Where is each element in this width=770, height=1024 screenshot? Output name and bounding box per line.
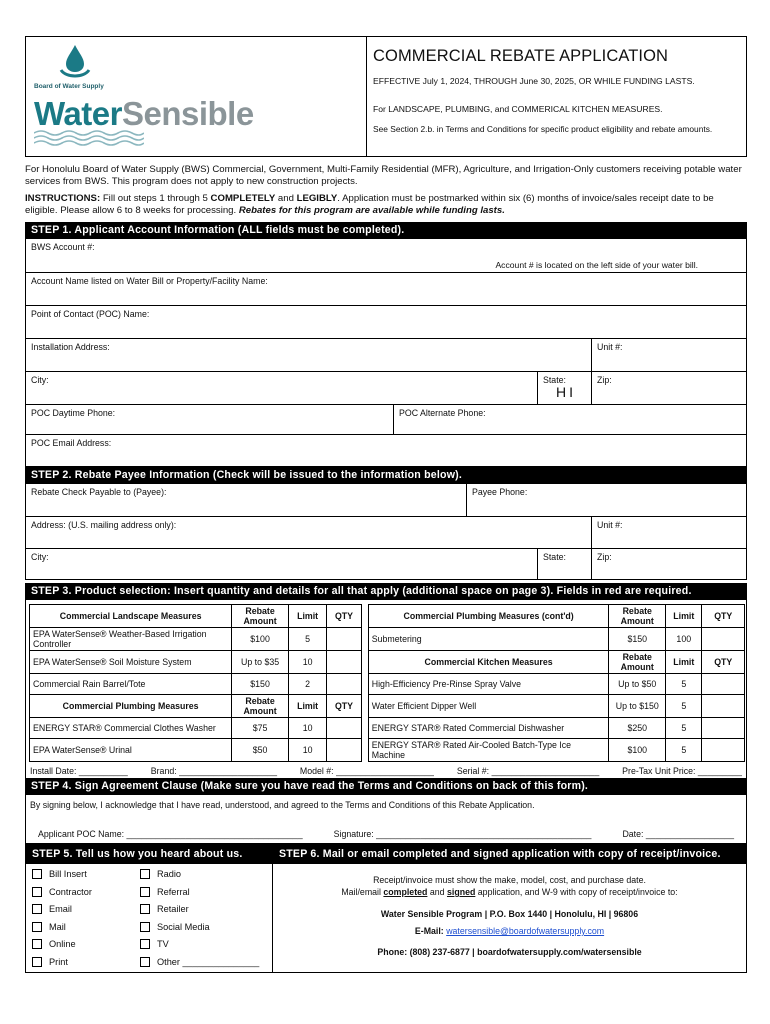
checkbox[interactable] (32, 957, 42, 967)
referral-options (26, 864, 272, 972)
water-drop-logo-icon (58, 44, 92, 82)
account-note: Account # is located on the left side of your water bill. (495, 260, 698, 270)
product-name: High-Efficiency Pre-Rinse Spray Valve (368, 674, 609, 695)
option-bill-insert[interactable]: Bill Insert (32, 869, 140, 879)
city-field[interactable]: City: (31, 375, 49, 385)
step6-section (272, 844, 746, 972)
product-name: EPA WaterSense® Urinal (30, 739, 232, 762)
product-name: Commercial Rain Barrel/Tote (30, 674, 232, 695)
qty-input[interactable] (702, 674, 745, 695)
option-referral[interactable]: Referral (140, 887, 260, 897)
serial-field[interactable]: Serial #: ______________________ (456, 766, 600, 776)
step3-body (25, 600, 747, 778)
checkbox[interactable] (32, 939, 42, 949)
qty-input[interactable] (702, 739, 745, 762)
email-link[interactable]: watersensible@boardofwatersupply.com (446, 926, 605, 936)
eligibility-text: For Honolulu Board of Water Supply (BWS) Commercial, Government, Multi-Family Residential (MFR), Agriculture, and Irrigation-Only customers receiving potable water services from BWS. This program does not apply to new construction projects. (25, 164, 742, 187)
page-title: COMMERCIAL REBATE APPLICATION (373, 47, 669, 65)
option-tv[interactable]: TV (140, 939, 260, 949)
pretax-price-field[interactable]: Pre-Tax Unit Price: _________ (622, 766, 742, 776)
qty-input[interactable] (327, 674, 361, 695)
rebate-form (25, 36, 747, 973)
state-value: HI (556, 384, 576, 400)
payee-city-field[interactable]: City: (31, 552, 49, 562)
option-other[interactable]: Other _______________ (140, 957, 260, 967)
date-field[interactable]: Date: __________________ (622, 829, 734, 839)
plumbing-cont-header: Commercial Plumbing Measures (cont'd) (368, 605, 609, 628)
payee-address-field[interactable]: Address: (U.S. mailing address only): (31, 520, 177, 530)
poc-name-field[interactable]: Point of Contact (POC) Name: (31, 309, 150, 319)
checkbox[interactable] (140, 887, 150, 897)
brand-field[interactable]: Brand: ____________________ (150, 766, 277, 776)
receipt-requirements: Receipt/invoice must show the make, model, cost, and purchase date. (373, 875, 646, 885)
state-field[interactable]: State: HI (537, 372, 591, 404)
step1-fields (25, 239, 747, 467)
phone-website: Phone: (808) 237-6877 | boardofwatersupply.com/watersensible (377, 947, 642, 957)
poc-daytime-phone-field[interactable]: POC Daytime Phone: (31, 408, 116, 418)
checkbox[interactable] (140, 869, 150, 879)
measures-line: For LANDSCAPE, PLUMBING, and COMMERICAL KITCHEN MEASURES. (373, 104, 663, 114)
qty-input[interactable] (327, 628, 361, 651)
checkbox[interactable] (140, 957, 150, 967)
product-table: Commercial Landscape Measures Rebate Amount Limit QTY Commercial Plumbing Measures (cont'd) Rebate Amount Limit QTY EPA WaterSense® Weather-Based Irrigation Controller $100 5 Submetering $150 100 EPA WaterSense® Soil Moisture System Up to $35 10 Commercial Kitchen Measures Rebate Amount Limit QTY Commercial Rain Barrel/Tote $150 2 High-Efficiency Pre-Rinse Spray Valve Up to $50 5 Commercial Plumbing Measures Rebate Amount Limit QTY Water Efficient Dipper Well Up to $150 5 ENERGY STAR® Commercial Clothes Washer $75 10 ENERGY STAR® Rated Commercial Dishwasher $250 5 EPA WaterSense® Urinal $50 10 ENERGY STAR® Rated Air-Cooled Batch-Type Ice Machine $100 5 (29, 604, 745, 762)
product-name: Water Efficient Dipper Well (368, 695, 609, 718)
product-name: Submetering (368, 628, 609, 651)
brand-logo-text: WaterSensible (34, 95, 254, 132)
qty-input[interactable] (702, 718, 745, 739)
step3-header: STEP 3. Product selection: Insert quantity and details for all that apply (additional space on page 3). Fields in red are required. (25, 583, 747, 600)
steps-5-6 (25, 843, 747, 973)
option-email[interactable]: Email (32, 904, 140, 914)
install-date-field[interactable]: Install Date: __________ (30, 766, 128, 776)
product-name: ENERGY STAR® Rated Commercial Dishwasher (368, 718, 609, 739)
checkbox[interactable] (32, 922, 42, 932)
install-unit-field[interactable]: Unit #: (591, 339, 746, 371)
product-name: EPA WaterSense® Weather-Based Irrigation Controller (30, 628, 232, 651)
option-print[interactable]: Print (32, 957, 140, 967)
form-header (25, 36, 747, 156)
signature-line (26, 815, 746, 843)
option-mail[interactable]: Mail (32, 922, 140, 932)
mail-instructions: Mail/email completed and signed application, and W-9 with copy of receipt/invoice to: (341, 887, 678, 897)
mailing-instructions (273, 864, 746, 958)
title-area (366, 37, 746, 156)
mailing-address: Water Sensible Program | P.O. Box 1440 | Honolulu, HI | 96806 (380, 909, 639, 919)
intro-section (25, 156, 747, 216)
step5-header: STEP 5. Tell us how you heard about us. (26, 844, 272, 864)
checkbox[interactable] (32, 887, 42, 897)
qty-input[interactable] (702, 695, 745, 718)
signature-field[interactable]: Signature: ____________________________________________ (333, 829, 592, 839)
account-name-field[interactable]: Account Name listed on Water Bill or Property/Facility Name: (31, 276, 268, 286)
effective-dates: EFFECTIVE July 1, 2024, THROUGH June 30, 2025, OR WHILE FUNDING LASTS. (373, 76, 695, 86)
payee-state-field[interactable]: State: (537, 549, 591, 579)
option-online[interactable]: Online (32, 939, 140, 949)
checkbox[interactable] (140, 922, 150, 932)
product-name: ENERGY STAR® Rated Air-Cooled Batch-Type Ice Machine (368, 739, 609, 762)
logo-area (26, 37, 366, 156)
instructions-text: INSTRUCTIONS: Fill out steps 1 through 5 COMPLETELY and LEGIBLY. Application must be postmarked within six (6) months of invoice/sales receipt date to be eligible. Please allow 6 to 8 weeks for processing. Rebates for this program are available while funding lasts. (25, 193, 714, 216)
qty-input[interactable] (327, 739, 361, 762)
kitchen-header: Commercial Kitchen Measures (368, 651, 609, 674)
payee-phone-field[interactable]: Payee Phone: (466, 484, 746, 516)
step2-header: STEP 2. Rebate Payee Information (Check will be issued to the information below). (25, 467, 747, 484)
option-retailer[interactable]: Retailer (140, 904, 260, 914)
poc-email-field[interactable]: POC Email Address: (31, 438, 112, 448)
terms-reference: See Section 2.b. in Terms and Conditions for specific product eligibility and rebate amounts. (373, 124, 713, 134)
payee-unit-field[interactable]: Unit #: (591, 517, 746, 548)
checkbox[interactable] (140, 904, 150, 914)
payee-field[interactable]: Rebate Check Payable to (Payee): (31, 487, 167, 497)
checkbox[interactable] (32, 904, 42, 914)
qty-input[interactable] (702, 628, 745, 651)
bws-account-field[interactable]: BWS Account #: Account # is located on the left side of your water bill. (31, 242, 698, 270)
poc-alternate-phone-field[interactable]: POC Alternate Phone: (393, 405, 746, 434)
install-details-line (26, 762, 746, 778)
step1-header: STEP 1. Applicant Account Information (ALL fields must be completed). (25, 222, 747, 239)
qty-input[interactable] (327, 651, 361, 674)
agreement-text: By signing below, I acknowledge that I have read, understood, and agreed to the Terms and Conditions of this Rebate Application. (30, 800, 535, 810)
payee-zip-field[interactable]: Zip: (591, 549, 746, 579)
landscape-header: Commercial Landscape Measures (30, 605, 232, 628)
zip-field[interactable]: Zip: (591, 372, 746, 404)
qty-input[interactable] (327, 718, 361, 739)
option-contractor[interactable]: Contractor (32, 887, 140, 897)
installation-address-field[interactable]: Installation Address: (31, 342, 110, 352)
org-name: Board of Water Supply (34, 83, 104, 90)
option-social-media[interactable]: Social Media (140, 922, 260, 932)
checkbox[interactable] (32, 869, 42, 879)
option-radio[interactable]: Radio (140, 869, 260, 879)
product-name: EPA WaterSense® Soil Moisture System (30, 651, 232, 674)
wave-lines-icon (34, 129, 144, 147)
step4-header: STEP 4. Sign Agreement Clause (Make sure you have read the Terms and Conditions on back of this form). (25, 778, 747, 795)
plumbing-header: Commercial Plumbing Measures (30, 695, 232, 718)
step5-section (26, 844, 272, 972)
email-line: E-Mail: watersensible@boardofwatersupply.com (414, 926, 605, 936)
checkbox[interactable] (140, 939, 150, 949)
applicant-poc-name-field[interactable]: Applicant POC Name: ____________________________________ (38, 829, 303, 839)
step2-fields (25, 484, 747, 580)
product-name: ENERGY STAR® Commercial Clothes Washer (30, 718, 232, 739)
step6-header: STEP 6. Mail or email completed and signed application with copy of receipt/invoice. (273, 844, 746, 864)
step4-body (25, 795, 747, 843)
model-field[interactable]: Model #: ____________________ (299, 766, 434, 776)
